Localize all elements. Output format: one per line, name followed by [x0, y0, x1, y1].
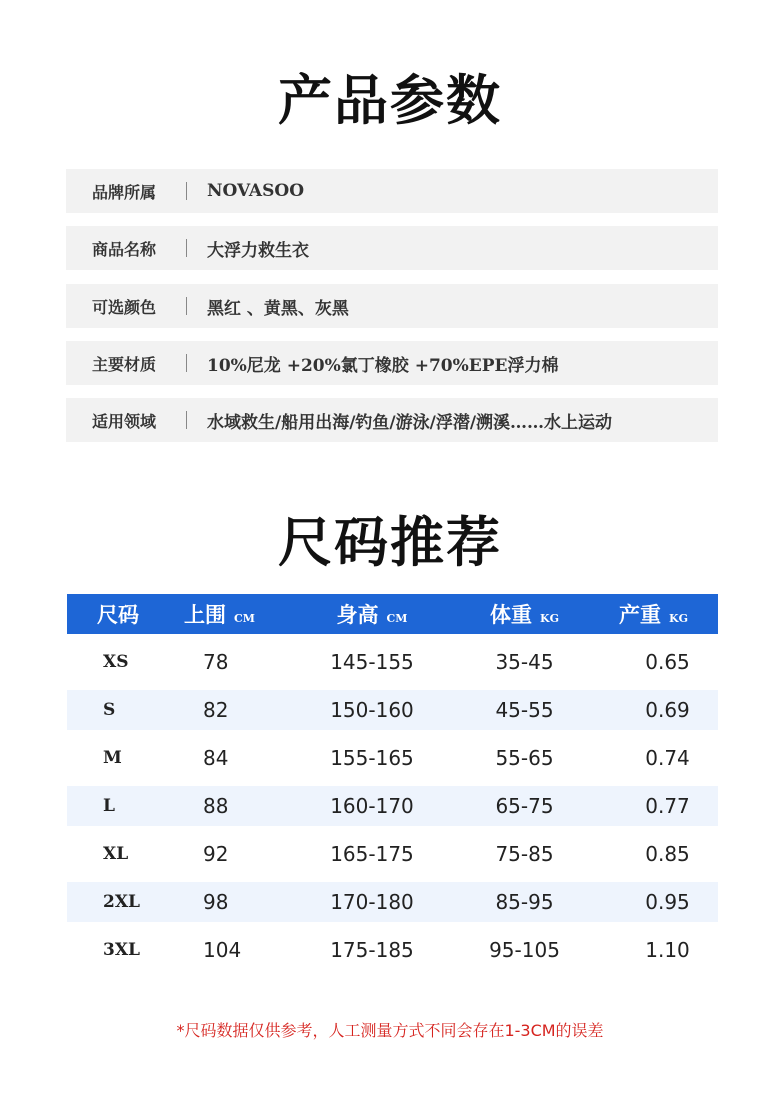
param-divider: [186, 354, 187, 372]
cell-weight: 75-85: [495, 842, 554, 866]
cell-chest: 98: [203, 890, 229, 914]
cell-weight: 35-45: [495, 650, 554, 674]
cell-product-weight: 0.85: [645, 842, 690, 866]
param-divider: [186, 297, 187, 315]
cell-weight: 45-55: [495, 698, 554, 722]
cell-size: 2XL: [103, 892, 140, 912]
param-value: 10%尼龙 +20%氯丁橡胶 +70%EPE浮力棉: [207, 355, 559, 376]
cell-chest: 78: [203, 650, 229, 674]
param-value: NOVASOO: [207, 181, 305, 201]
unit-label: KG: [669, 612, 688, 625]
size-table-header: [67, 594, 718, 634]
param-row-colors: [66, 284, 718, 328]
cell-product-weight: 1.10: [645, 938, 690, 962]
column-header-chest: 上围 CM: [184, 602, 255, 627]
cell-weight: 85-95: [495, 890, 554, 914]
cell-product-weight: 0.77: [645, 794, 690, 818]
table-row: [67, 690, 718, 730]
cell-chest: 104: [203, 938, 242, 962]
table-row: [67, 738, 718, 778]
param-label: 可选颜色: [92, 297, 157, 317]
cell-weight: 95-105: [489, 938, 560, 962]
param-value: 黑红 、黄黑、灰黑: [207, 298, 349, 319]
param-row-usage: [66, 398, 718, 442]
column-header-product-weight: 产重 KG: [619, 602, 688, 627]
size-recommend-title: 尺码推荐: [278, 510, 502, 574]
param-divider: [186, 182, 187, 200]
table-row: [67, 642, 718, 682]
cell-chest: 88: [203, 794, 229, 818]
cell-product-weight: 0.69: [645, 698, 690, 722]
param-value: 水域救生/船用出海/钓鱼/游泳/浮潜/溯溪……水上运动: [207, 412, 613, 433]
param-row-product-name: [66, 226, 718, 270]
size-table: [67, 594, 718, 970]
cell-size: L: [103, 796, 115, 816]
cell-size: S: [103, 700, 116, 720]
unit-label: KG: [540, 612, 559, 625]
cell-height: 165-175: [330, 842, 414, 866]
size-disclaimer-note: *尺码数据仅供参考，人工测量方式不同会存在1-3CM的误差: [176, 1021, 604, 1040]
param-label: 品牌所属: [92, 182, 157, 202]
column-header-height: 身高 CM: [336, 602, 408, 627]
cell-product-weight: 0.65: [645, 650, 690, 674]
cell-size: XS: [103, 652, 129, 672]
cell-chest: 92: [203, 842, 229, 866]
cell-size: M: [103, 748, 122, 768]
param-row-brand: [66, 169, 718, 213]
cell-height: 145-155: [330, 650, 414, 674]
table-row: [67, 930, 718, 970]
cell-chest: 84: [203, 746, 229, 770]
cell-height: 160-170: [330, 794, 414, 818]
cell-height: 155-165: [330, 746, 414, 770]
cell-product-weight: 0.95: [645, 890, 690, 914]
cell-weight: 55-65: [495, 746, 554, 770]
product-params-title: 产品参数: [278, 68, 502, 132]
param-value: 大浮力救生衣: [207, 240, 309, 261]
cell-size: XL: [103, 844, 129, 864]
param-divider: [186, 411, 187, 429]
param-label: 商品名称: [92, 239, 157, 259]
cell-size: 3XL: [103, 940, 140, 960]
param-label: 主要材质: [92, 354, 157, 374]
unit-label: CM: [234, 612, 255, 625]
cell-height: 170-180: [330, 890, 414, 914]
unit-label: CM: [386, 612, 408, 625]
cell-chest: 82: [203, 698, 229, 722]
param-label: 适用领域: [92, 411, 157, 431]
cell-height: 150-160: [330, 698, 414, 722]
param-divider: [186, 239, 187, 257]
table-row: [67, 786, 718, 826]
table-row: [67, 834, 718, 874]
table-row: [67, 882, 718, 922]
cell-weight: 65-75: [495, 794, 554, 818]
cell-height: 175-185: [330, 938, 414, 962]
column-header-size: 尺码: [97, 602, 139, 627]
column-header-weight: 体重 KG: [490, 602, 559, 627]
cell-product-weight: 0.74: [645, 746, 690, 770]
param-row-material: [66, 341, 718, 385]
